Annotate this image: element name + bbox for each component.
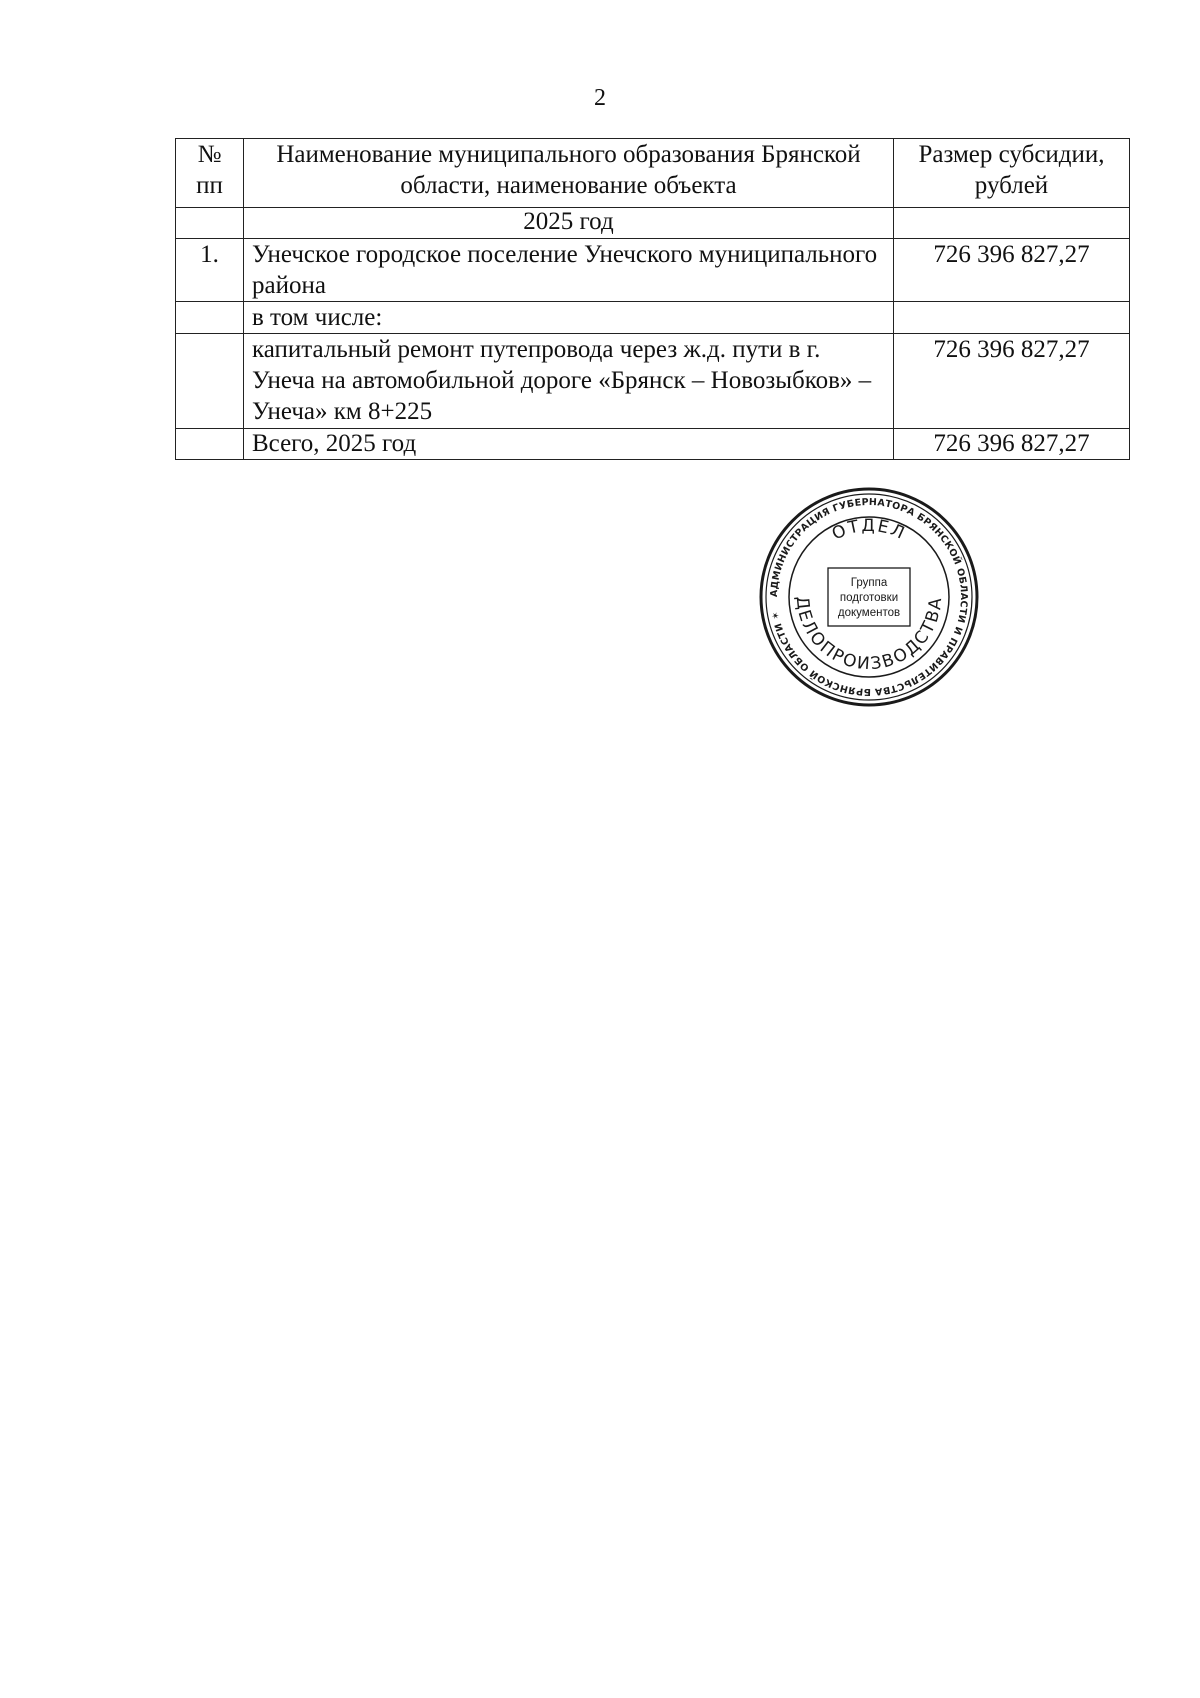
stamp-inner-top-text: ОТДЕЛ bbox=[829, 515, 909, 545]
table-header-row bbox=[176, 139, 1130, 208]
year-row bbox=[176, 208, 1130, 239]
table-row-total bbox=[176, 429, 1130, 460]
stamp-inner-bottom-text: ДЕЛОПРОИЗВОДСТВА bbox=[791, 595, 947, 675]
table-row bbox=[176, 302, 1130, 334]
svg-text:ОТДЕЛ bbox=[829, 516, 909, 544]
row-num bbox=[176, 334, 244, 429]
subsidy-table bbox=[175, 138, 1130, 460]
row-name: Унечское городское поселение Унечского муниципального района bbox=[244, 239, 894, 302]
official-stamp bbox=[758, 486, 980, 708]
row-name: капитальный ремонт путепровода через ж.д. пути в г. Унеча на автомобильной дороге «Брянск – Новозыбков» – Унеча» км 8+225 bbox=[244, 334, 894, 429]
stamp-outer-text: АДМИНИСТРАЦИЯ ГУБЕРНАТОРА БРЯНСКОЙ ОБЛАСТИ И ПРАВИТЕЛЬСТВА БРЯНСКОЙ ОБЛАСТИ ✶ bbox=[768, 496, 970, 698]
stamp-center-line: Группа bbox=[850, 577, 888, 589]
row-num bbox=[176, 302, 244, 334]
stamp-center-line: документов bbox=[837, 607, 901, 619]
stamp-center-line: подготовки bbox=[839, 592, 899, 604]
row-num bbox=[176, 429, 244, 460]
year-row-num-cell bbox=[176, 208, 244, 239]
header-name: Наименование муниципального образования Брянской области, наименование объекта bbox=[244, 139, 894, 208]
row-name: Всего, 2025 год bbox=[244, 429, 894, 460]
year-row-amount-cell bbox=[894, 208, 1130, 239]
page-number: 2 bbox=[594, 85, 606, 111]
row-amount bbox=[894, 302, 1130, 334]
row-amount: 726 396 827,27 bbox=[894, 239, 1130, 302]
header-amount: Размер субсидии, рублей bbox=[894, 139, 1130, 208]
row-name: в том числе: bbox=[244, 302, 894, 334]
table-row bbox=[176, 239, 1130, 302]
year-label: 2025 год bbox=[244, 208, 894, 239]
header-num: № пп bbox=[176, 139, 244, 208]
stamp-seal-icon bbox=[758, 486, 980, 708]
row-amount: 726 396 827,27 bbox=[894, 429, 1130, 460]
row-amount: 726 396 827,27 bbox=[894, 334, 1130, 429]
table-row bbox=[176, 334, 1130, 429]
row-num: 1. bbox=[176, 239, 244, 302]
